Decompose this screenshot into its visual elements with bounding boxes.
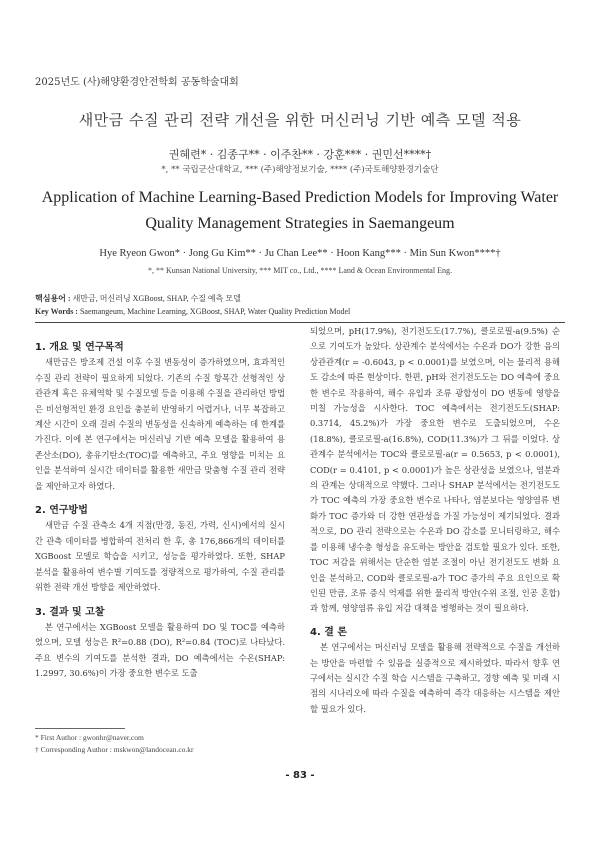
- keywords-english: [35, 307, 350, 316]
- keywords-english-label: Key Words :: [35, 307, 78, 316]
- footnote-first-author: * First Author : gwonhr@naver.com: [35, 733, 144, 742]
- paper-title-english: Application of Machine Learning-Based Prediction Models for Improving Water Quality Management Strategies in Saemangeum: [41, 189, 559, 232]
- footnotes: [35, 732, 285, 756]
- section-2-heading: 2. 연구방법: [35, 505, 88, 517]
- right-column: [310, 324, 560, 717]
- affiliations-korean: *, ** 국립군산대학교, *** (주)해양정보기술, **** (주)국토해양환경기술단: [161, 165, 439, 175]
- section-1-heading: 1. 개요 및 연구목적: [35, 342, 124, 353]
- section-2-text: 새만금 수질 관측소 4개 지점(만경, 동진, 가력, 신시)에서의 실시간 관측 데이터를 병합하여 전처리 한 후, 총 176,866개의 데이터를 XGBoost 모델로 학습을 시키고, 성능을 평가하였다. 또한, SHAP 분석을 활용하여 변수별 기여도를 정량적으로 평가하여, 수질 관리를 위한 전략 개선 방향을 제안하였다.: [35, 520, 285, 593]
- section-3-text: 본 연구에서는 XGBoost 모델을 활용하여 DO 및 TOC를 예측하였으며, 모델 성능은 R²=0.88 (DO), R²=0.84 (TOC)로 나타났다. 주요 변수의 기여도를 분석한 결과, DO 예측에서는 수온(SHAP: 1.2997, 30.6%)이 가장 중요한 변수로 도출: [35, 621, 285, 679]
- section-3-heading: 3. 결과 및 고찰: [35, 606, 105, 618]
- section-1-text: 새만금은 방조제 건설 이후 수질 변동성이 증가하였으며, 효과적인 수질 관리 전략이 필요하게 되었다. 기존의 수질 항목간 선형적인 상관관계 혹은 유체역학 및 수질모델 등을 이용해 수질을 관리하던 방법은 비선형적인 환경 요인을 충분히 반영하기 어렵거나, 너무 복잡하고 계산 시간이 오래 걸려 수질의 변동성을 신속하게 예측하는 데 한계를 가진다. 이에 본 연구에서는 머신러닝 기반 예측 모델을 활용하여 용존산소(DO), 총유기탄소(TOC)를 예측하고, 주요 영향을 미치는 요인을 분석하여 실시간 데이터를 활용한 새만금 맞춤형 수질 관리 전략을 제안하고자 하였다.: [35, 357, 285, 491]
- keywords-english-text: Saemangeum, Machine Learning, XGBoost, SHAP, Water Quality Prediction Model: [79, 307, 351, 316]
- left-column: [35, 340, 285, 682]
- footnote-rule: [35, 728, 125, 729]
- keywords-korean-label: 핵심용어 :: [35, 294, 71, 303]
- authors-english: Hye Ryeon Gwon* · Jong Gu Kim** · Ju Chan Lee** · Hoon Kang*** · Min Sun Kwon****†: [99, 248, 501, 259]
- keywords-korean-text: 새만금, 머신러닝 XGBoost, SHAP, 수질 예측 모델: [72, 294, 241, 303]
- section-3-continued: 되었으며, pH(17.9%), 전기전도도(17.7%), 클로로필-a(9.5%) 순으로 기여도가 높았다. 상관계수 분석에서는 수온과 DO가 강한 음의 상관관계(r = -0.6043, p < 0.0001)를 보였으며, 이는 물리적 용해도 감소에 따른 현상이다. 한편, pH와 전기전도도는 DO 예측에 중요한 변수로 작용하여, 해수 유입과 조류 광합성이 DO 변동에 영향을 미칠 가능성을 시사한다. TOC 예측에서는 전기전도도(SHAP: 0.3714, 45.2%)가 가장 중요한 변수로 도출되었으며, 수온(18.8%), 클로로필-a(16.8%), COD(11.3%)가 그 뒤를 이었다. 상관계수 분석에서는 TOC와 클로로필-a(r = 0.5653, p < 0.0001), COD(r = 0.4101, p < 0.0001)가 높은 상관성을 보였으나, 염분과의 관계는 상대적으로 약했다. 그러나 SHAP 분석에서는 전기전도도가 TOC 예측의 가장 중요한 변수로 나타나, 염분보다는 영양염류 변화가 TOC 증가와 더 강한 연관성을 가질 가능성이 제기되었다. 결과적으로, DO 관리 전략으로는 수온과 DO 감소를 모니터링하고, 해수를 이용해 냉수층 형성을 유도하는 방안을 검토할 필요가 있다. 또한, TOC 저감을 위해서는 단순한 염분 조절이 아닌 전기전도도 변화 요인을 분석하고, COD와 클로로필-a가 TOC 증가의 주요 요인으로 확인된 만큼, 조류 증식 억제를 위한 물리적 방안(수위 조절, 인공 혼합)과 함께, 영양염류 유입 저감 대책을 병행하는 것이 필요하다.: [310, 326, 560, 614]
- page-number: - 83 -: [285, 770, 315, 781]
- conference-header: 2025년도 (사)해양환경안전학회 공동학술대회: [35, 77, 239, 88]
- section-4-text: 본 연구에서는 머신러닝 모델을 활용해 전략적으로 수질을 개선하는 방안을 마련할 수 있음을 실증적으로 제시하였다. 따라서 향후 연구에서는 실시간 수질 학습 시스템을 구축하고, 경향 예측 및 미래 시점의 시나리오에 따라 수질을 예측하여 즉각 대응하는 시스템을 제안할 필요가 있다.: [310, 642, 560, 714]
- header-rule: [35, 322, 565, 323]
- keywords-korean: [35, 293, 241, 304]
- section-4-heading: 4. 결 론: [310, 626, 348, 638]
- authors-korean: 권혜련* · 김종구** · 이주찬** · 강훈*** · 권민선****†: [168, 148, 432, 161]
- footnote-corresponding-author: † Corresponding Author : mskwon@landocean.co.kr: [35, 745, 194, 754]
- paper-title-korean: 새만금 수질 관리 전략 개선을 위한 머신러닝 기반 예측 모델 적용: [78, 111, 522, 129]
- affiliations-english: *, ** Kunsan National University, *** MIT co., Ltd., **** Land & Ocean Environmental Eng.: [148, 266, 452, 275]
